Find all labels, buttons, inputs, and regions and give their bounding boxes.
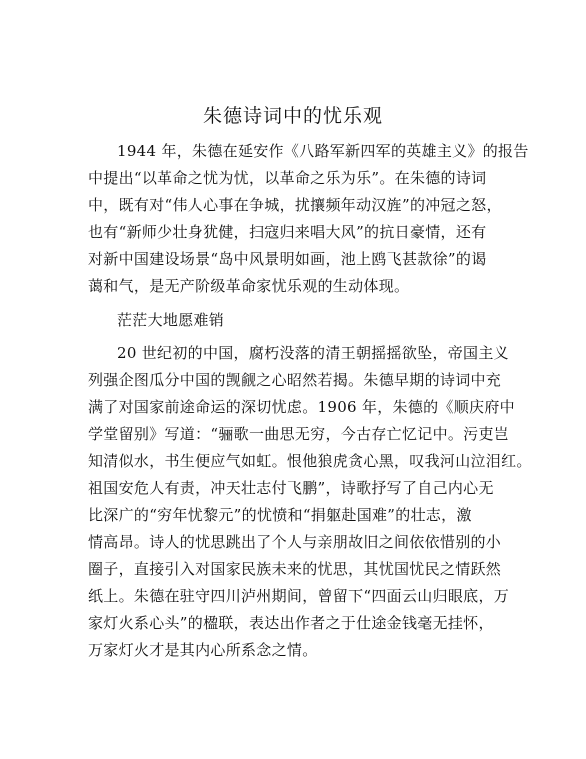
paragraph-2-line-9: 圈子，直接引入对国家民族未来的忧思，其忧国忧民之情跃然	[88, 560, 502, 578]
paragraph-1-line-2: 中提出“以革命之忧为忧，以革命之乐为乐”。在朱德的诗词	[88, 169, 487, 187]
paragraph-1-line-6: 蔼和气，是无产阶级革命家忧乐观的生动体现。	[88, 277, 410, 295]
article-title: 朱德诗词中的忧乐观	[202, 105, 383, 127]
paragraph-2-line-6: 祖国安危人有责，冲天壮志付飞鹏”，诗歌抒写了自己内心无	[88, 479, 494, 497]
paragraph-2-line-8: 情高昂。诗人的忧思跳出了个人与亲朋故旧之间依依惜别的小	[88, 533, 502, 551]
paragraph-2-line-10: 纸上。朱德在驻守四川泸州期间，曾留下“四面云山归眼底，万	[88, 587, 510, 605]
paragraph-2-line-11: 家灯火系心头”的楹联，表达出作者之于仕途金钱毫无挂怀，	[88, 614, 494, 632]
paragraph-2-line-3: 满了对国家前途命运的深切忧虑。1906 年，朱德的《顺庆府中	[88, 398, 515, 416]
paragraph-2-line-7: 比深广的“穷年忧黎元”的忧愤和“捐躯赴国难”的壮志，激	[88, 506, 472, 524]
paragraph-2-line-1: 20 世纪初的中国，腐朽没落的清王朝摇摇欲坠，帝国主义	[117, 344, 509, 362]
paragraph-1-line-4: 也有“新师少壮身犹健，扫寇归来唱大风”的抗日豪情，还有	[88, 223, 487, 241]
paragraph-1-line-5: 对新中国建设场景“岛中风景明如画，池上鸥飞甚款徐”的谒	[88, 250, 487, 268]
paragraph-2-line-4: 学堂留别》写道：“骊歌一曲思无穷，今古存亡忆记中。污吏岂	[88, 425, 510, 443]
paragraph-2-line-12: 万家灯火才是其内心所系念之情。	[88, 641, 318, 659]
section-heading: 茫茫大地愿难销	[117, 311, 225, 329]
paragraph-2-line-5: 知清似水，书生便应气如虹。恨他狼虎贪心黑，叹我河山泣泪红。	[88, 452, 532, 470]
paragraph-1-line-1: 1944 年，朱德在延安作《八路军新四军的英雄主义》的报告	[117, 142, 529, 160]
paragraph-2-line-2: 列强企图瓜分中国的觊觎之心昭然若揭。朱德早期的诗词中充	[88, 371, 502, 389]
paragraph-1-line-3: 中，既有对“伟人心事在争城，扰攘频年动汉旌”的冲冠之怒，	[88, 196, 502, 214]
